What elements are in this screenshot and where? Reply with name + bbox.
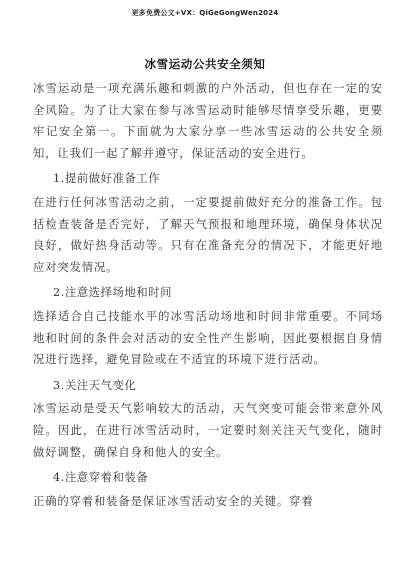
section-body-1: 在进行任何冰雪活动之前，一定要提前做好充分的准备工作。包括检查装备是否完好，了解天气预报和地理环境，确保身体状况良好，做好热身活动等。只有在准备充分的情况下，才能更好地应对突发情况。 <box>33 195 383 274</box>
section-heading-1: 1.提前做好准备工作 <box>53 172 161 186</box>
section-heading-4: 4.注意穿着和装备 <box>53 471 149 485</box>
page-header: 更多免费公文+VX：QiGeGongWen2024 <box>131 9 279 17</box>
intro-paragraph: 冰雪运动是一项充满乐趣和刺激的户外活动，但也存在一定的安全风险。为了让大家在参与冰雪运动时能够尽情享受乐趣，更要牢记安全第一。下面就为大家分享一些冰雪运动的公共安全须知，让我们一起了解并遵守，保证活动的安全进行。 <box>33 82 383 160</box>
section-body-2: 选择适合自己技能水平的冰雪活动场地和时间非常重要。不同场地和时间的条件会对活动的安全性产生影响，因此要根据自身情况进行选择，避免冒险或在不适宜的环境下进行活动。 <box>33 309 383 367</box>
section-body-4: 正确的穿着和装备是保证冰雪活动安全的关键。穿着 <box>33 494 314 508</box>
section-body-3: 冰雪运动是受天气影响较大的活动，天气突变可能会带来意外风险。因此，在进行冰雪活动时，一定要时刻关注天气变化，随时做好调整，确保自身和他人的安全。 <box>33 402 383 459</box>
document-title: 冰雪运动公共安全须知 <box>144 57 266 71</box>
document-body <box>33 78 383 516</box>
section-heading-2: 2.注意选择场地和时间 <box>53 286 173 300</box>
section-heading-3: 3.关注天气变化 <box>53 378 137 392</box>
